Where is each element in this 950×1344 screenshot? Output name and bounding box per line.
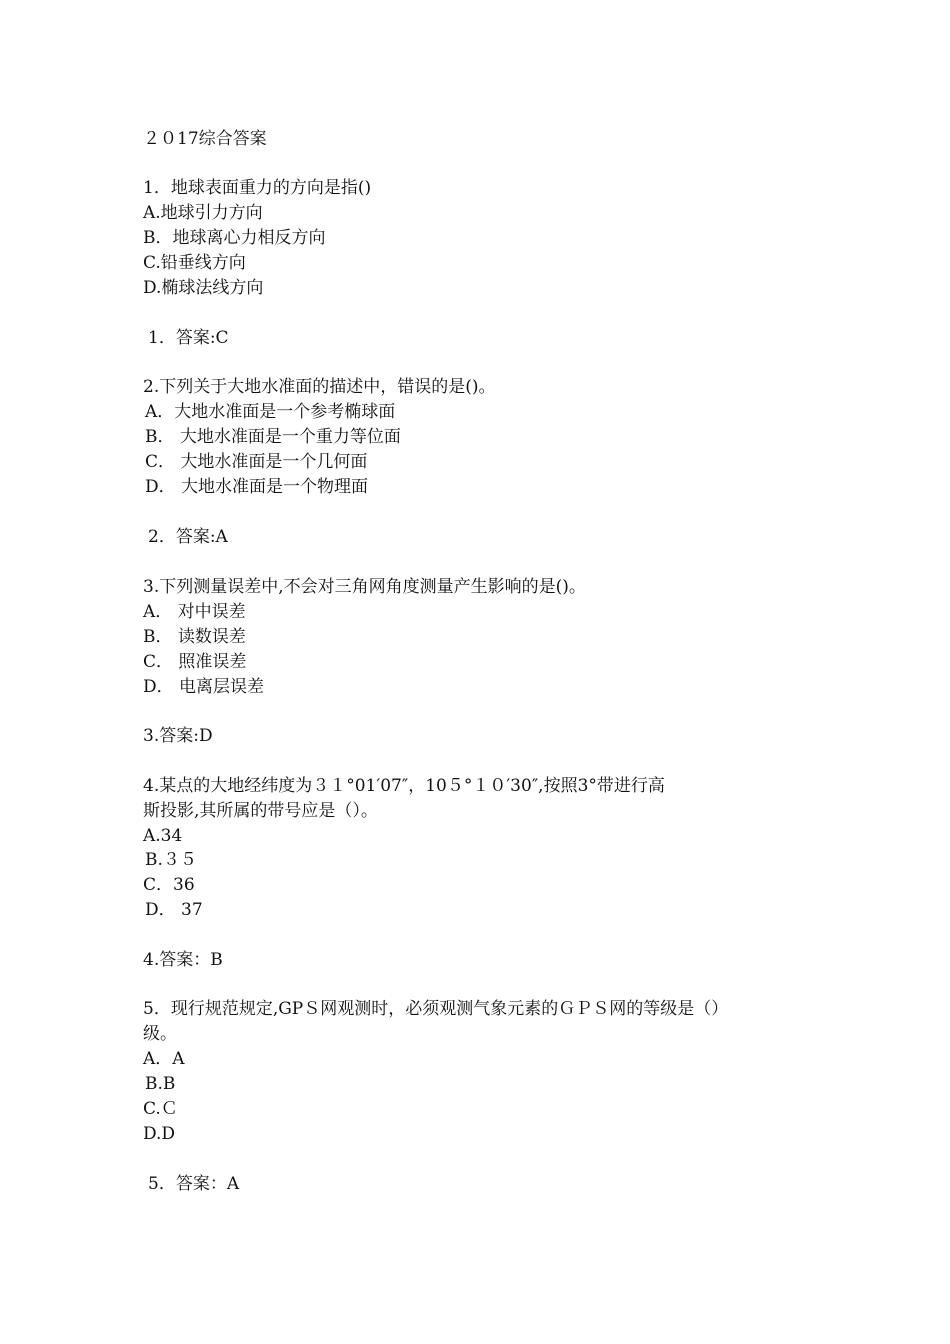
question-4-option-d: D． 37	[145, 900, 203, 920]
question-1-stem: 1．地球表面重力的方向是指()	[143, 178, 372, 198]
question-2-stem: 2.下列关于大地水准面的描述中，错误的是()。	[143, 377, 496, 397]
question-1-option-b: B．地球离心力相反方向	[143, 228, 326, 248]
question-4-stem-line-1: 4.某点的大地经纬度为３１°01′07″，10５°１０′30″,按照3°带进行高	[143, 776, 665, 796]
question-2-option-c: C． 大地水准面是一个几何面	[145, 452, 368, 472]
question-2-option-d: D． 大地水准面是一个物理面	[145, 477, 369, 497]
question-4-option-b: B.３５	[145, 850, 197, 870]
question-5-stem-line-2: 级。	[143, 1024, 177, 1044]
question-5-stem-line-1: 5．现行规范规定,GPＳ网观测时，必须观测气象元素的ＧＰＳ网的等级是（）	[143, 999, 729, 1019]
question-3-option-d: D． 电离层误差	[143, 677, 265, 697]
question-4-answer: 4.答案：B	[143, 950, 223, 970]
question-1-option-d: D.椭球法线方向	[143, 278, 264, 298]
question-5-option-d: D.D	[143, 1124, 176, 1144]
document-title: ２０17综合答案	[143, 129, 267, 149]
question-4-stem-line-2: 斯投影,其所属的带号应是（）。	[143, 801, 378, 821]
question-3-answer: 3.答案:D	[143, 726, 213, 746]
question-2-option-a: A．大地水准面是一个参考椭球面	[145, 402, 396, 422]
question-4-option-c: C．36	[143, 875, 195, 895]
question-5-option-b: B.B	[145, 1074, 176, 1094]
question-3-option-b: B． 读数误差	[143, 627, 246, 647]
question-1-answer: 1．答案:C	[148, 328, 229, 348]
question-4-option-a: A.34	[143, 826, 183, 846]
question-1-option-c: C.铅垂线方向	[143, 253, 246, 273]
question-5-option-a: A．A	[143, 1049, 185, 1069]
question-2-answer: 2．答案:A	[148, 527, 228, 547]
question-3-option-c: C． 照准误差	[143, 652, 247, 672]
question-3-option-a: A． 对中误差	[143, 602, 246, 622]
question-1-option-a: A.地球引力方向	[143, 203, 263, 223]
question-2-option-b: B． 大地水准面是一个重力等位面	[145, 427, 401, 447]
question-3-stem: 3.下列测量误差中,不会对三角网角度测量产生影响的是()。	[143, 577, 586, 597]
question-5-answer: 5．答案：A	[148, 1174, 240, 1194]
question-5-option-c: C.Ｃ	[143, 1099, 178, 1119]
